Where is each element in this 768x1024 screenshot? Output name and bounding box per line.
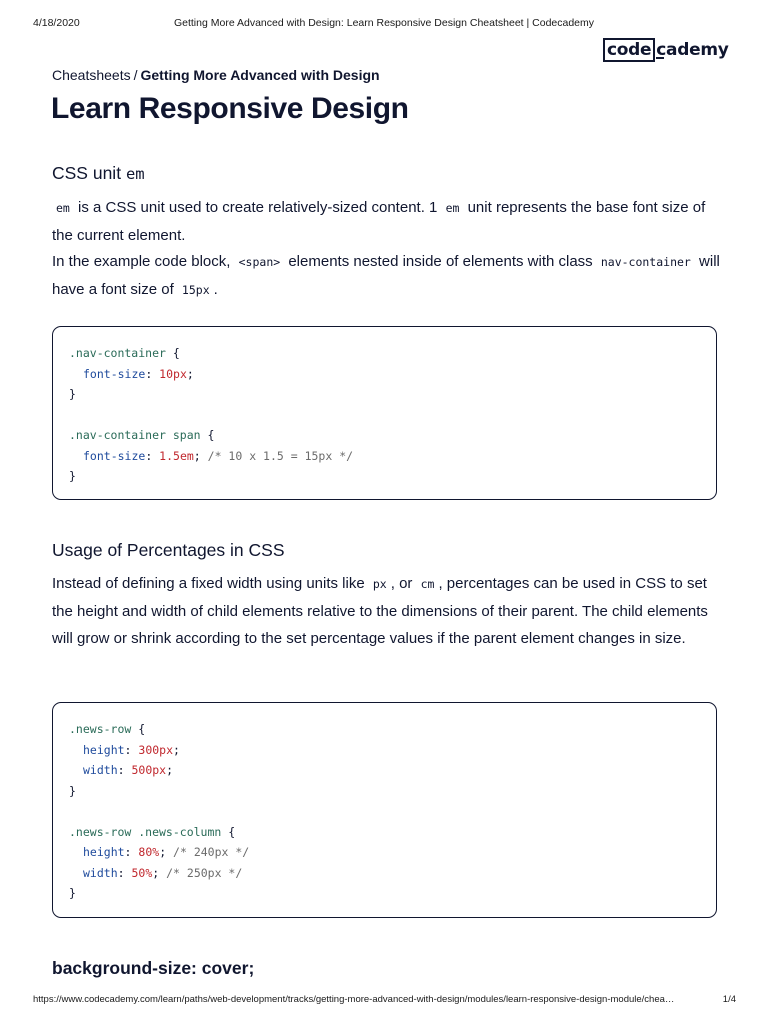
section-title-percentages: Usage of Percentages in CSS: [52, 540, 285, 560]
code-token-sel: .news-row .news-column: [69, 824, 222, 839]
code-token-punc: }: [69, 469, 76, 483]
code-line: [69, 343, 716, 364]
logo-boxed-text: code: [603, 38, 655, 62]
breadcrumb-separator: /: [133, 67, 138, 83]
code-token-punc: ;: [173, 742, 180, 757]
code-token-punc: ;: [186, 366, 194, 381]
section-title-text: CSS unit: [52, 163, 126, 183]
code-token-prop: font-size: [83, 366, 146, 381]
code-token-cmt: /* 240px */: [173, 845, 250, 859]
code-token-punc: ;: [193, 448, 208, 463]
code-block-em: [52, 326, 717, 500]
code-token-punc: ;: [152, 865, 167, 880]
breadcrumb: [52, 67, 380, 83]
code-token-punc: :: [117, 763, 132, 777]
em-description: [52, 194, 724, 249]
code-line: [69, 384, 716, 405]
breadcrumb-parent-link[interactable]: Cheatsheets: [52, 67, 131, 83]
section-title-code: em: [125, 165, 145, 183]
codecademy-logo[interactable]: [603, 38, 729, 62]
print-url: https://www.codecademy.com/learn/paths/web-development/tracks/getting-more-advanced-with-design/modules/learn-responsive-design-module/chea…: [33, 994, 675, 1005]
code-token-cmt: /* 250px */: [166, 865, 243, 880]
code-token-punc: ;: [166, 763, 174, 777]
code-token-punc: :: [145, 366, 160, 381]
code-token-prop: height: [83, 845, 125, 859]
em-example-description: [52, 248, 724, 304]
code-token-punc: {: [165, 346, 180, 360]
code-line: [69, 801, 716, 822]
logo-rest-text: [655, 38, 728, 62]
code-token-sel: .nav-container: [69, 346, 166, 360]
code-token-punc: ;: [159, 845, 174, 859]
section-title-background-size: background-size: cover;: [52, 958, 255, 978]
inline-code: px: [372, 577, 387, 591]
code-token-val: 80%: [138, 845, 160, 859]
code-line: [69, 760, 716, 781]
code-line: [69, 842, 716, 863]
inline-code: <span>: [238, 255, 281, 269]
paragraph-text: Instead of defining a fixed width using units like: [52, 575, 365, 592]
inline-code: em: [445, 201, 460, 215]
code-line: [69, 781, 716, 802]
code-token-punc: {: [200, 428, 215, 442]
code-line: [69, 822, 716, 843]
paragraph-text: , percentages can be used in CSS to set the height and width of child elements relative to the dimensions of their parent. The child elements will grow or shrink according to the set percentage values if the parent element changes in size.: [52, 575, 708, 647]
code-token-prop: width: [83, 763, 118, 777]
code-token-val: 500px: [131, 763, 167, 777]
paragraph-text: unit represents the base font size of the current element.: [52, 199, 706, 244]
code-token-punc: {: [221, 824, 236, 839]
code-line: [69, 466, 716, 487]
code-token-prop: height: [83, 742, 125, 757]
code-token-sel: .news-row: [69, 722, 132, 736]
code-token-val: 300px: [138, 742, 174, 757]
code-line: [69, 863, 716, 884]
code-token-punc: :: [117, 865, 132, 880]
print-title: Getting More Advanced with Design: Learn Responsive Design Cheatsheet | Codecademy: [173, 17, 595, 29]
page-title: Learn Responsive Design: [51, 92, 409, 125]
code-token-punc: }: [69, 783, 76, 798]
paragraph-text: , or: [390, 575, 413, 592]
code-line: [69, 446, 716, 467]
inline-code: nav-container: [600, 255, 691, 269]
section-title-css-unit-em: [52, 163, 145, 184]
inline-code: 15px: [181, 283, 210, 297]
code-token-val: 1.5em: [159, 448, 194, 463]
paragraph-text: is a CSS unit used to create relatively-sized content. 1: [78, 199, 438, 216]
code-line: [69, 405, 716, 426]
code-token-cmt: /* 10 x 1.5 = 15px */: [207, 448, 354, 463]
code-token-punc: :: [124, 845, 139, 859]
paragraph-text: will have a font size of: [52, 253, 720, 298]
code-line: [69, 883, 716, 904]
code-token-punc: {: [131, 722, 146, 736]
code-token-punc: }: [69, 387, 76, 401]
percentages-description: [52, 570, 724, 652]
paragraph-text: .: [213, 281, 218, 298]
code-token-sel: .nav-container span: [69, 428, 201, 442]
print-footer: [0, 994, 768, 1008]
inline-code: em: [56, 201, 70, 215]
code-line: [69, 425, 716, 446]
code-line: [69, 364, 716, 385]
logo-underscore: [656, 57, 664, 59]
code-token-val: 10px: [159, 366, 187, 381]
code-token-punc: }: [69, 886, 76, 900]
paragraph-text: In the example code block,: [52, 253, 231, 270]
logo-rest-label: cademy: [656, 40, 729, 60]
code-token-prop: width: [83, 865, 118, 880]
code-token-punc: :: [124, 742, 139, 757]
code-line: [69, 740, 716, 761]
code-token-val: 50%: [131, 865, 153, 880]
code-token-prop: font-size: [83, 448, 146, 463]
paragraph-text: elements nested inside of elements with class: [288, 253, 593, 270]
print-date: 4/18/2020: [33, 17, 80, 29]
print-header: [0, 17, 768, 31]
code-line: [69, 719, 716, 740]
breadcrumb-current: Getting More Advanced with Design: [140, 67, 380, 83]
inline-code: cm: [420, 577, 435, 591]
page-number: 1/4: [722, 994, 736, 1005]
code-block-percentages: [52, 702, 717, 918]
code-token-punc: :: [145, 448, 160, 463]
